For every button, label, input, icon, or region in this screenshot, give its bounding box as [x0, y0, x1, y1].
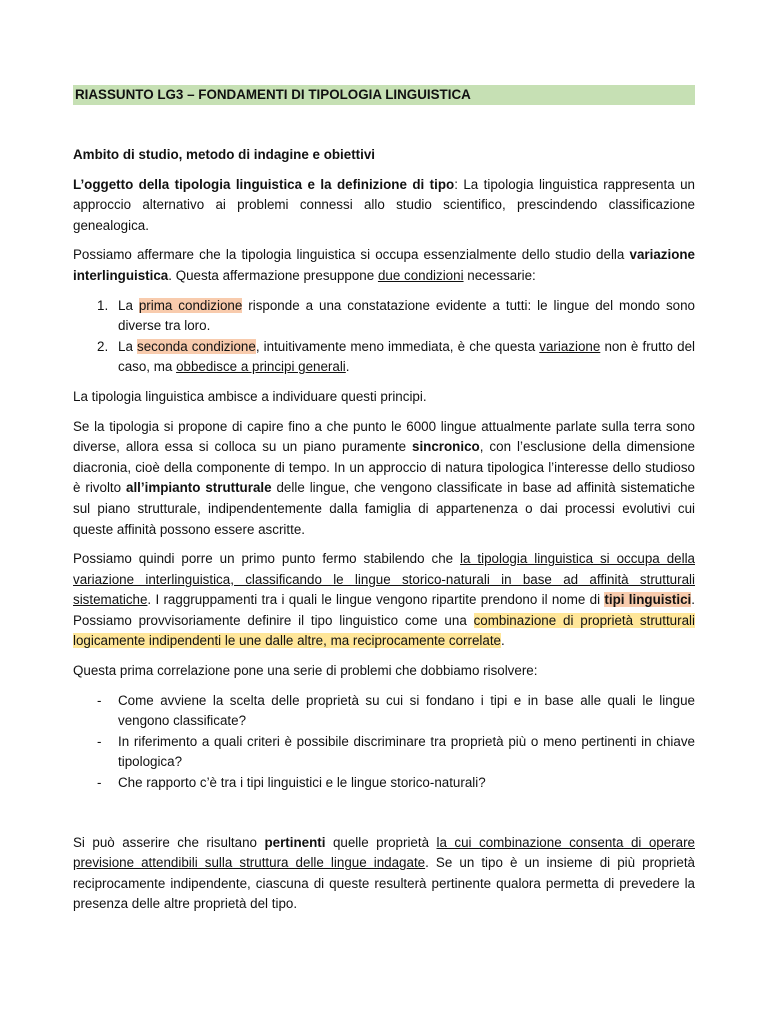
text-span: quelle proprietà: [325, 834, 437, 850]
list-item: [73, 732, 695, 773]
definition-text: : La tipologia linguistica rappresenta un approccio alternativo ai problemi connessi allo studio scientifico, prescindendo classificazione genealogica.: [73, 176, 695, 233]
highlight-salmon: prima condizione: [138, 297, 243, 313]
underlined-term: variazione: [539, 338, 601, 354]
list-item-text: Che rapporto c’è tra i tipi linguistici e le lingue storico-naturali?: [118, 775, 486, 791]
bold-term: all’impianto strutturale: [126, 480, 272, 496]
paragraph-principles: La tipologia linguistica ambisce a individuare questi principi.: [73, 388, 427, 404]
underlined-term: la tipologia linguistica si occupa della variazione interlinguistica, classificando le lingue storico-naturali in base ad affinità strutturali sistematiche: [73, 551, 695, 608]
list-item: [73, 337, 695, 378]
list-marker: 2.: [97, 338, 109, 354]
underlined-term: obbedisce a principi generali: [176, 359, 346, 375]
list-item: [73, 691, 695, 732]
text-span: delle lingue, che vengono classificate in base ad affinità sistematiche sul piano strutturale, indipendentemente dalla famiglia di appartenenza o dai processi evolutivi cui queste affinità possono essere ascritte.: [73, 480, 695, 537]
list-item-text: In riferimento a quali criteri è possibile discriminare tra proprietà più o meno pertinenti in chiave tipologica?: [118, 733, 695, 770]
document-body: [73, 85, 695, 924]
highlight-salmon: seconda condizione: [137, 338, 256, 354]
underlined-term: due condizioni: [377, 267, 464, 283]
text-span: , intuitivamente meno immediata, è che questa: [255, 338, 540, 354]
list-item: [73, 773, 695, 794]
paragraph-variation: [73, 245, 695, 286]
text-span: necessarie:: [463, 267, 536, 283]
highlight-yellow: combinazione di proprietà strutturali logicamente indipendenti le une dalle altre, ma reciprocamente correlate: [73, 612, 695, 649]
spacer: [73, 803, 695, 833]
bold-term: sincronico: [412, 439, 480, 455]
underlined-term: la cui combinazione consenta di operare previsione attendibili sulla struttura delle lingue indagate: [73, 834, 695, 871]
bold-term: variazione interlinguistica: [73, 247, 695, 283]
list-marker: -: [97, 733, 102, 749]
text-span: . Questa affermazione presuppone: [168, 267, 378, 283]
section-heading: Ambito di studio, metodo di indagine e obiettivi: [73, 147, 376, 162]
text-span: Possiamo affermare che la tipologia linguistica si occupa essenzialmente dello studio della: [73, 247, 630, 263]
text-span: non è frutto del caso, ma: [118, 338, 695, 375]
bold-term: pertinenti: [264, 834, 326, 850]
definition-bold: L’oggetto della tipologia linguistica e la definizione di tipo: [73, 176, 455, 192]
conditions-list: [73, 296, 695, 378]
text-span: La: [118, 338, 138, 354]
text-span: .: [501, 633, 505, 649]
text-span: . Se un tipo è un insieme di più proprietà reciprocamente indipendente, ciascuna di queste resulterà pertinente qualora permetta di prevedere la presenza delle altre proprietà del tipo.: [73, 855, 695, 912]
text-span: La: [118, 297, 139, 313]
document-title: RIASSUNTO LG3 – FONDAMENTI DI TIPOLOGIA LINGUISTICA: [73, 85, 695, 105]
text-span: . Possiamo provvisoriamente definire il tipo linguistico come una: [73, 592, 695, 628]
list-item: [73, 296, 695, 337]
text-span: risponde a una constatazione evidente a tutti: le lingue del mondo sono diverse tra loro.: [118, 297, 695, 334]
paragraph-linguistic-types: [73, 549, 695, 652]
text-span: Se la tipologia si propone di capire fino a che punto le 6000 lingue attualmente parlate sulla terra sono diverse, allora essa si colloca su un piano puramente: [73, 418, 695, 455]
highlight-salmon-bold: tipi linguistici: [604, 592, 692, 608]
text-span: Possiamo quindi porre un primo punto fermo stabilendo che: [73, 551, 461, 567]
text-span: , con l’esclusione della dimensione diacronia, cioè della componente di tempo. In un approccio di natura tipologica l’interesse dello studioso è rivolto: [73, 439, 695, 496]
text-span: .: [345, 359, 350, 375]
questions-list: [73, 691, 695, 794]
paragraph-pertinent: [73, 833, 695, 915]
paragraph-synchronic: [73, 417, 695, 541]
text-span: . I raggruppamenti tra i quali le lingue vengono ripartite prendono il nome di: [147, 592, 605, 608]
list-marker: 1.: [97, 297, 109, 313]
paragraph-definition: [73, 175, 695, 237]
list-marker: -: [97, 692, 102, 708]
paragraph-problems: Questa prima correlazione pone una serie di problemi che dobbiamo risolvere:: [73, 663, 538, 679]
list-item-text: Come avviene la scelta delle proprietà su cui si fondano i tipi e in base alle quali le lingue vengono classificate?: [118, 692, 695, 729]
list-marker: -: [97, 775, 102, 791]
text-span: Si può asserire che risultano: [73, 834, 265, 850]
